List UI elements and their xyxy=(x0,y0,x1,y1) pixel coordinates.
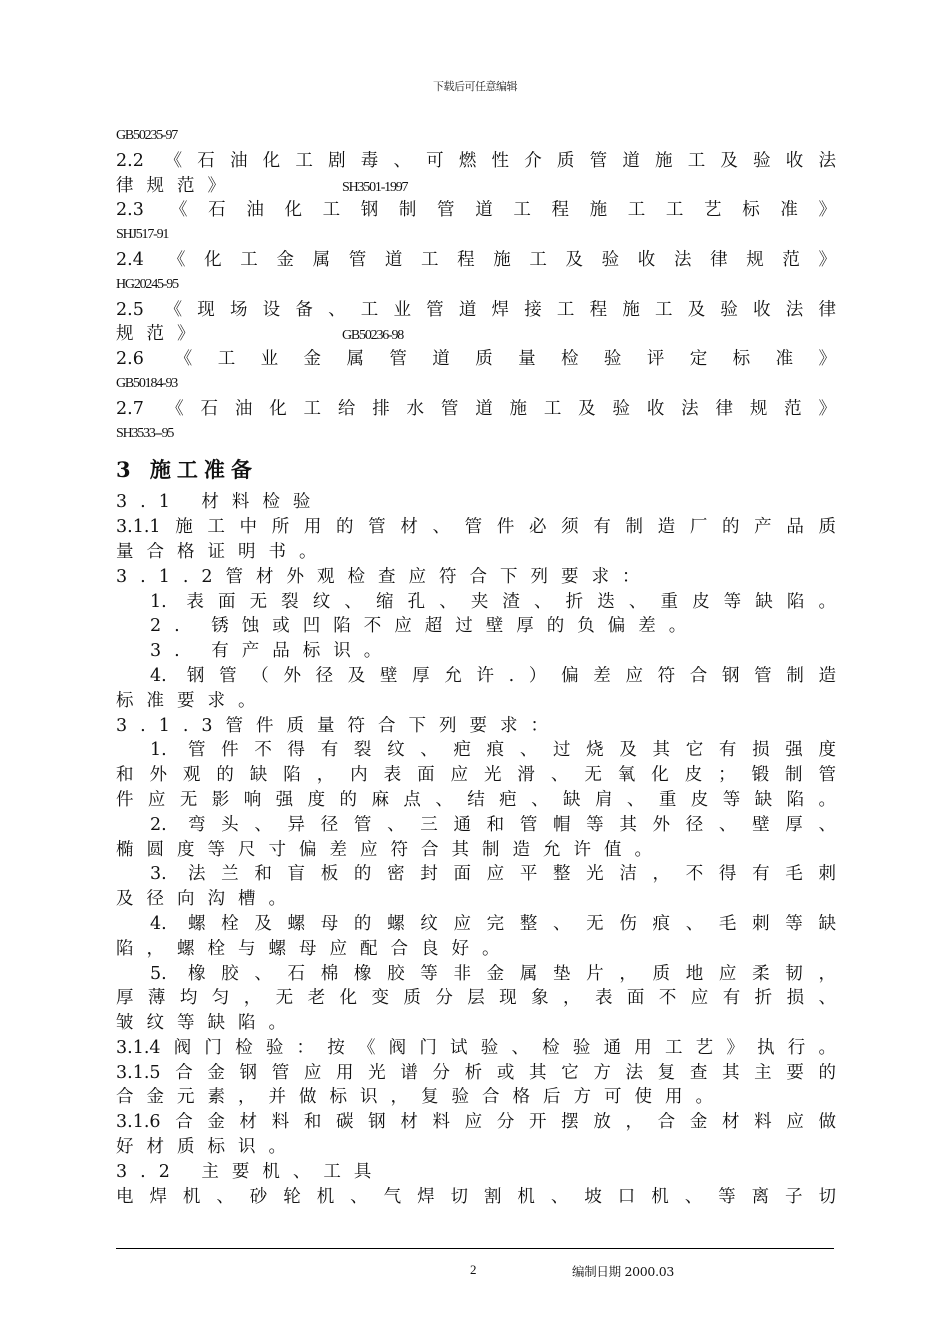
standard-code: SHJ517-91 xyxy=(116,227,169,243)
list-item: 2. 锈蚀或凹陷不应超过壁厚的负偏差。 xyxy=(150,616,700,637)
footer-divider xyxy=(116,1248,834,1249)
paragraph-line: 和外观的缺陷，内表面应光滑、无氧化皮；锻制管 xyxy=(116,765,836,786)
subsection-heading: 3.2 主要机、工具 xyxy=(116,1161,385,1182)
paragraph-line: 量合格证明书。 xyxy=(116,541,330,562)
list-item: 5. 橡胶、石棉橡胶等非金属垫片，质地应柔韧， xyxy=(150,963,836,984)
paragraph-line: 3.1.4阀门检验：按《阀门试验、检验通用工艺》执行。 xyxy=(116,1037,836,1058)
reference-text: 律规范》 xyxy=(116,175,238,196)
document-body xyxy=(116,124,836,1209)
section-heading: 3 施工准备 xyxy=(116,457,258,483)
page-number: 2 xyxy=(470,1262,477,1277)
page-header: 下载后可任意编辑 xyxy=(433,80,517,93)
paragraph-line: 及径向沟槽。 xyxy=(116,889,299,910)
paragraph-line: 电焊机、砂轮机、气焊切割机、坡口机、等离子切 xyxy=(116,1186,836,1207)
paragraph-line: 3.1.1施工中所用的管材、管件必须有制造厂的产品质 xyxy=(116,517,836,538)
standard-code: SH3533--95 xyxy=(116,425,174,441)
reference-line xyxy=(116,322,836,347)
reference-line: 2.2 《石油化工剧毒、可燃性介质管道施工及验收法 xyxy=(116,150,836,171)
paragraph-line: 标准要求。 xyxy=(116,690,269,711)
standard-code: SH3501-1997 xyxy=(342,179,408,195)
compile-date: 编制日期 2000.03 xyxy=(572,1264,675,1279)
standard-code: GB50236-98 xyxy=(342,328,404,344)
paragraph-line: 3.1.6合金材料和碳钢材料应分开摆放，合金材料应做 xyxy=(116,1112,836,1133)
paragraph-line: 皱纹等缺陷。 xyxy=(116,1013,299,1034)
paragraph-line: 厚薄均匀，无老化变质分层现象，表面不应有折损、 xyxy=(116,988,836,1009)
list-item: 3. 有产品标识。 xyxy=(150,641,395,662)
reference-line: 2.7 《石油化工给排水管道施工及验收法律规范》 xyxy=(116,398,836,419)
list-item: 1. 表面无裂纹、缩孔、夹渣、折迭、重皮等缺陷。 xyxy=(150,591,836,612)
reference-text: 规范》 xyxy=(116,324,208,345)
standard-code: GB50235-97 xyxy=(116,128,178,143)
list-item: 4. 螺栓及螺母的螺纹应完整、无伤痕、毛刺等缺 xyxy=(150,913,836,934)
paragraph-line: 合金元素，并做标识，复验合格后方可使用。 xyxy=(116,1087,726,1108)
reference-line: 2.6 《工业金属管道质量检验评定标准》 xyxy=(116,349,836,370)
list-item: 1. 管件不得有裂纹、疤痕、过烧及其它有损强度 xyxy=(150,740,836,761)
reference-line xyxy=(116,174,836,199)
paragraph-line: 3.1.2管材外观检查应符合下列要求： xyxy=(116,566,653,587)
list-item: 2. 弯头、异径管、三通和管帽等其外径、壁厚、 xyxy=(150,814,836,835)
paragraph-line: 件应无影响强度的麻点、结疤、缺肩、重皮等缺陷。 xyxy=(116,789,836,810)
paragraph-line: 3.1.3管件质量符合下列要求： xyxy=(116,715,562,736)
reference-line: 2.3 《石油化工钢制管道工程施工工艺标准》 xyxy=(116,200,836,221)
paragraph-line: 3.1.5合金钢管应用光谱分析或其它方法复查其主要的 xyxy=(116,1062,836,1083)
paragraph-line: 椭圆度等尺寸偏差应符合其制造允许值。 xyxy=(116,839,665,860)
list-item: 3. 法兰和盲板的密封面应平整光洁，不得有毛刺 xyxy=(150,864,836,885)
subsection-heading: 3.1 材料检验 xyxy=(116,492,324,513)
paragraph-line: 陷，螺栓与螺母应配合良好。 xyxy=(116,938,513,959)
standard-code: GB50184-93 xyxy=(116,375,178,391)
paragraph-line: 好材质标识。 xyxy=(116,1137,299,1158)
reference-line: 2.5 《现场设备、工业管道焊接工程施工及验收法律 xyxy=(116,299,836,320)
standard-code: HG20245-95 xyxy=(116,276,178,292)
reference-line: 2.4 《化工金属管道工程施工及验收法律规范》 xyxy=(116,249,836,270)
list-item: 4. 钢管（外径及壁厚允许.）偏差应符合钢管制造 xyxy=(150,665,836,686)
